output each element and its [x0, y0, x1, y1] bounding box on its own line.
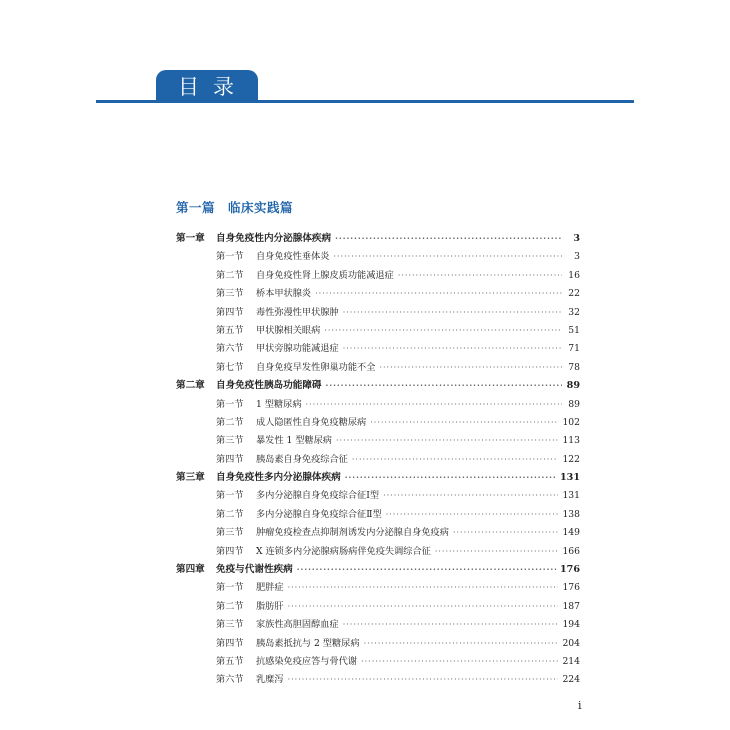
dot-leader: [364, 639, 559, 648]
toc-entry-page: 51: [568, 324, 580, 336]
toc-entry-label: 第四章: [176, 564, 205, 576]
toc-entry-label: 第四节: [216, 637, 244, 649]
toc-entry-title: 脂肪肝: [256, 600, 284, 612]
toc-entry-label: 第一节: [216, 251, 244, 263]
toc-entry-label: 第四节: [216, 306, 244, 318]
toc-entry-label: 第四节: [216, 453, 244, 465]
toc-entry-page: 113: [562, 435, 580, 447]
toc-entry-page: 71: [568, 343, 580, 355]
toc-entry-title: 免疫与代谢性疾病: [216, 564, 293, 576]
toc-entry-title: X 连锁多内分泌腺病肠病伴免疫失调综合征: [256, 545, 431, 557]
toc-section-row: [176, 598, 580, 616]
dot-leader: [370, 418, 558, 427]
toc-entry-page: 194: [562, 619, 580, 631]
toc-entry-label: 第三章: [176, 472, 205, 484]
toc-section-row: [176, 616, 580, 634]
dot-leader: [398, 271, 562, 280]
dot-leader: [435, 547, 559, 556]
toc-section-row: [176, 304, 580, 322]
toc-entry-label: 第一节: [216, 582, 244, 594]
toc-entry-title: 肿瘤免疫检查点抑制剂诱发内分泌腺自身免疫病: [256, 527, 449, 539]
page-number: i: [578, 699, 582, 712]
toc-entry-label: 第一节: [216, 490, 244, 502]
dot-leader: [383, 491, 558, 500]
toc-section-row: [176, 267, 580, 285]
toc-entry-title: 家族性高胆固醇血症: [256, 619, 339, 631]
toc-section-row: [176, 543, 580, 561]
dot-leader: [386, 510, 559, 519]
toc-entry-title: 自身免疫性胰岛功能障碍: [216, 380, 322, 392]
dot-leader: [306, 400, 562, 409]
toc-entry-label: 第一节: [216, 398, 244, 410]
toc-section-row: [176, 340, 580, 358]
dot-leader: [343, 308, 562, 317]
dot-leader: [361, 657, 558, 666]
toc-entry-label: 第三节: [216, 619, 244, 631]
toc-section-row: [176, 414, 580, 432]
toc-entry-page: 22: [568, 288, 580, 300]
toc-entry-page: 187: [562, 600, 580, 612]
toc-entry-title: 抗感染免疫应答与骨代谢: [256, 655, 358, 667]
toc-entry-page: 102: [562, 416, 580, 428]
toc-section-row: [176, 635, 580, 653]
toc-section-row: [176, 396, 580, 414]
toc-entry-title: 自身免疫性肾上腺皮质功能减退症: [256, 269, 394, 281]
dot-leader: [297, 564, 556, 574]
toc-entry-title: 桥本甲状腺炎: [256, 288, 312, 300]
toc-entry-page: 149: [562, 527, 580, 539]
toc-title-tab: 目录: [156, 70, 258, 102]
toc-entry-label: 第二节: [216, 508, 244, 520]
toc-entry-title: 肥胖症: [256, 582, 284, 594]
toc-entry-page: 131: [562, 490, 580, 502]
dot-leader: [326, 380, 562, 390]
toc-entry-title: 胰岛素抵抗与 2 型糖尿病: [256, 637, 360, 649]
toc-entry-label: 第一章: [176, 233, 205, 244]
toc-entry-page: 224: [562, 674, 580, 686]
toc-entry-title: 自身免疫性多内分泌腺体疾病: [216, 472, 341, 484]
toc-entry-page: 122: [562, 453, 580, 465]
toc-section-row: [176, 432, 580, 450]
toc-entry-title: 多内分泌腺自身免疫综合征Ⅱ型: [256, 508, 382, 520]
toc-chapter-row: [176, 561, 580, 579]
dot-leader: [335, 233, 562, 243]
toc-entry-page: 32: [568, 306, 580, 318]
toc-entry-label: 第二节: [216, 269, 244, 281]
toc-entry-title: 胰岛素自身免疫综合征: [256, 453, 348, 465]
toc-entry-page: 166: [562, 545, 580, 557]
toc-entry-label: 第五节: [216, 655, 244, 667]
toc-entry-title: 自身免疫性垂体炎: [256, 251, 330, 263]
dot-leader: [288, 602, 559, 611]
toc-section-row: [176, 359, 580, 377]
toc-entry-page: 176: [562, 582, 580, 594]
dot-leader: [345, 472, 556, 482]
part-title: 第一篇 临床实践篇: [176, 200, 294, 215]
toc-entry-label: 第七节: [216, 361, 244, 373]
toc-section-row: [176, 671, 580, 689]
toc-entry-label: 第二节: [216, 600, 244, 612]
toc-section-row: [176, 322, 580, 340]
toc-entry-label: 第六节: [216, 343, 244, 355]
dot-leader: [352, 455, 559, 464]
toc-section-row: [176, 579, 580, 597]
toc-entry-title: 成人隐匿性自身免疫糖尿病: [256, 416, 367, 428]
dot-leader: [288, 675, 559, 684]
dot-leader: [453, 528, 559, 537]
toc-entry-page: 131: [559, 472, 580, 484]
toc-entry-page: 138: [562, 508, 580, 520]
dot-leader: [315, 289, 562, 298]
toc-entry-title: 甲状腺相关眼病: [256, 324, 321, 336]
toc-entry-title: 暴发性 1 型糖尿病: [256, 435, 332, 447]
dot-leader: [288, 583, 559, 592]
toc-entry-page: 214: [562, 655, 580, 667]
toc-chapter-row: [176, 230, 580, 248]
dot-leader: [343, 620, 559, 629]
toc-entry-label: 第三节: [216, 288, 244, 300]
toc-entry-label: 第三节: [216, 527, 244, 539]
table-of-contents: [176, 230, 580, 690]
toc-section-row: [176, 506, 580, 524]
toc-chapter-row: [176, 377, 580, 395]
toc-entry-label: 第二章: [176, 380, 205, 392]
dot-leader: [334, 252, 563, 261]
dot-leader: [324, 326, 562, 335]
toc-entry-title: 自身免疫早发性卵巢功能不全: [256, 361, 376, 373]
dot-leader: [379, 363, 562, 372]
dot-leader: [343, 344, 562, 353]
dot-leader: [336, 436, 558, 445]
toc-entry-page: 89: [566, 380, 580, 392]
toc-section-row: [176, 285, 580, 303]
toc-section-row: [176, 487, 580, 505]
toc-section-row: [176, 451, 580, 469]
toc-entry-page: 89: [568, 398, 580, 410]
toc-entry-title: 自身免疫性内分泌腺体疾病: [216, 233, 332, 244]
toc-entry-title: 毒性弥漫性甲状腺肿: [256, 306, 339, 318]
toc-entry-title: 乳糜泻: [256, 674, 284, 686]
toc-section-row: [176, 524, 580, 542]
toc-entry-label: 第六节: [216, 674, 244, 686]
toc-entry-page: 16: [568, 269, 580, 281]
toc-entry-page: 78: [568, 361, 580, 373]
toc-section-row: [176, 248, 580, 266]
toc-entry-label: 第三节: [216, 435, 244, 447]
toc-entry-page: 3: [574, 251, 580, 263]
toc-entry-title: 1 型糖尿病: [256, 398, 302, 410]
title-rule: [96, 100, 634, 103]
toc-entry-title: 多内分泌腺自身免疫综合征Ⅰ型: [256, 490, 380, 502]
toc-entry-label: 第四节: [216, 545, 244, 557]
toc-entry-page: 204: [562, 637, 580, 649]
toc-section-row: [176, 653, 580, 671]
toc-entry-label: 第五节: [216, 324, 244, 336]
toc-entry-title: 甲状旁腺功能减退症: [256, 343, 339, 355]
toc-entry-page: 3: [573, 233, 580, 244]
toc-entry-page: 176: [559, 564, 580, 576]
toc-chapter-row: [176, 469, 580, 487]
toc-entry-label: 第二节: [216, 416, 244, 428]
